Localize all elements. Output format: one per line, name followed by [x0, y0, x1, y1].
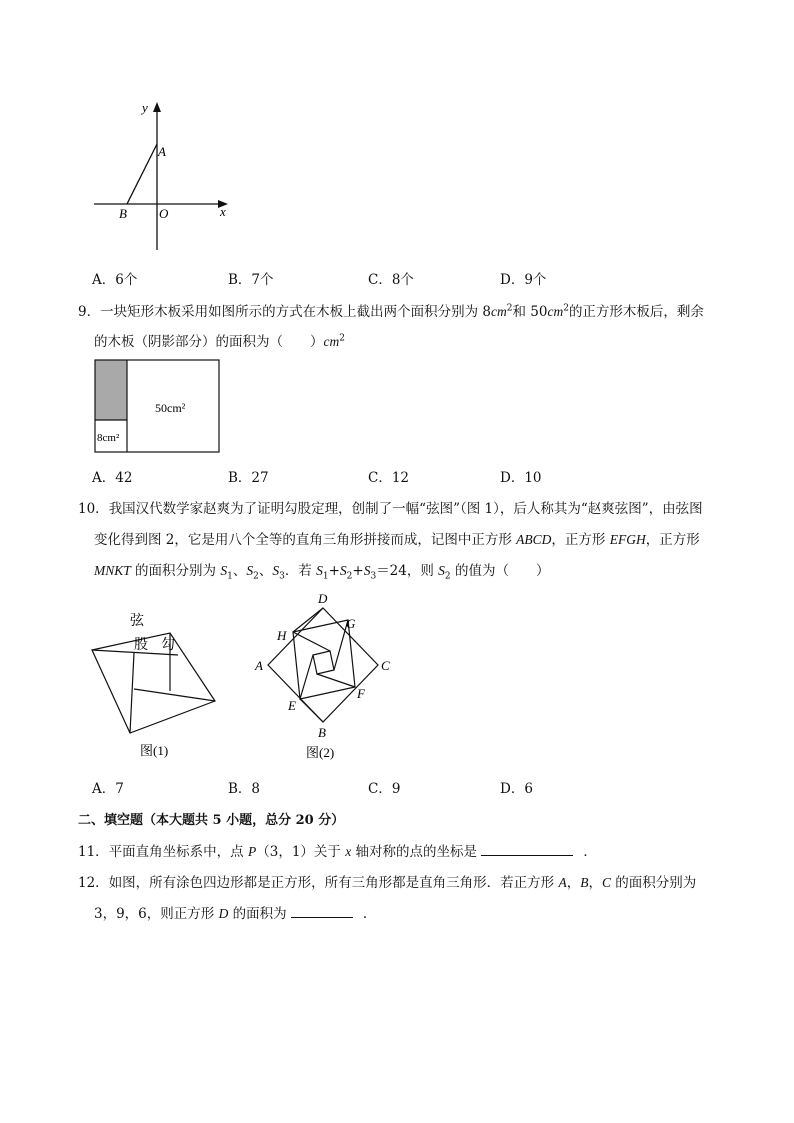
q9-option-d[interactable]: D．10: [500, 470, 542, 486]
q8-option-b[interactable]: B．7个: [228, 272, 274, 288]
q11-text-b: （3，1）关于: [256, 844, 346, 860]
q12-text-d: 的面积为: [228, 906, 291, 922]
caption-fig1: 图(1): [140, 743, 169, 758]
q9-text-b: 和 50: [512, 304, 548, 320]
q9-text-c: 的正方形木板后，剩余: [568, 304, 704, 320]
q10-s2b: S: [339, 563, 347, 578]
q10-text-a: 变化得到图 2，它是用八个全等的直角三角形拼接而成，记图中正方形: [94, 532, 517, 548]
q10-s3b: S: [363, 563, 371, 578]
q10-s3: S: [272, 563, 280, 578]
label-f: F: [357, 686, 365, 701]
q11-end: ．: [583, 844, 597, 860]
q10-plus-2: +: [352, 563, 364, 579]
q10-option-b[interactable]: B．8: [228, 781, 261, 797]
q10-abcd: ABCD: [516, 532, 552, 547]
q10-option-c[interactable]: C．9: [368, 781, 401, 797]
triangle-edge-3: [134, 689, 215, 701]
q12-text-c: 3，9，6，则正方形: [94, 906, 219, 922]
label-gu: 股: [134, 638, 148, 653]
q10-sep-1: 、: [232, 563, 247, 579]
q10-text-i: 的值为（ ）: [450, 563, 550, 579]
q10-stem-line3: [94, 559, 549, 582]
q10-sub1: 1: [227, 571, 233, 582]
q10-mnkt: MNKT: [94, 563, 131, 578]
q10-s2: S: [246, 563, 254, 578]
q12-text-a: 如图，所有涂色四边形都是正方形，所有三角形都是直角三角形．若正方形: [108, 875, 559, 891]
q10-sub3b: 3: [370, 571, 377, 582]
label-gou: 勾: [161, 638, 175, 653]
q11-stem: [78, 840, 597, 860]
y-axis-arrow: [153, 102, 161, 112]
label-xian: 弦: [130, 614, 144, 629]
q12-b: B: [580, 875, 589, 890]
q10-s2c: S: [438, 563, 445, 578]
q9-sup-3: 2: [339, 333, 345, 344]
q9-unit-3: cm: [323, 334, 340, 349]
q9-option-b[interactable]: B．27: [228, 470, 269, 486]
q10-sub1b: 1: [322, 571, 329, 582]
q12-comma-2: ，: [588, 875, 602, 891]
q11-number: 11．: [78, 844, 109, 860]
q10-figure-2: [250, 590, 400, 765]
q10-text-g: ．若: [284, 563, 317, 579]
label-g: G: [346, 616, 356, 631]
q8-option-d[interactable]: D．9个: [500, 272, 547, 288]
q8-option-c[interactable]: C．8个: [368, 272, 414, 288]
label-o: O: [159, 206, 169, 221]
q12-a: A: [558, 875, 567, 890]
q10-option-d[interactable]: D．6: [500, 781, 533, 797]
q12-stem-line1: [78, 871, 696, 891]
q11-x: x: [345, 844, 352, 859]
q12-text-b: 的面积分别为: [611, 875, 697, 891]
edge-e-b: [300, 699, 323, 722]
q9-stem-line1: [78, 300, 704, 320]
q12-end: ．: [362, 906, 377, 922]
q8-option-a[interactable]: A．6个: [92, 272, 138, 288]
q9-option-a[interactable]: A．42: [92, 470, 133, 486]
q12-number: 12．: [78, 875, 109, 891]
q10-text-line1: 我国汉代数学家赵爽为了证明勾股定理，创制了一幅“弦图”（图 1），后人称其为“赵爽弦图”，由弦图: [108, 501, 703, 517]
q10-number: 10．: [78, 501, 109, 517]
q11-text-a: 平面直角坐标系中，点: [108, 844, 248, 860]
q10-text-f: 的面积分别为: [130, 563, 221, 579]
q10-s1b: S: [316, 563, 323, 578]
label-h: H: [277, 628, 287, 643]
segment-ab: [127, 144, 157, 204]
square-mnkt: [313, 651, 334, 674]
label-x: x: [220, 204, 226, 219]
label-e: E: [288, 698, 296, 713]
q9-stem-line2: [94, 330, 345, 350]
q10-stem-line2: [94, 528, 700, 548]
q10-text-e: ，正方形: [645, 532, 700, 548]
q10-figure-1: [90, 605, 220, 765]
q9-unit-2: cm: [547, 304, 564, 319]
q12-answer-blank[interactable]: [291, 905, 353, 918]
q11-point-p: P: [247, 844, 257, 859]
q10-sub2c: 2: [444, 571, 451, 582]
label-c: C: [381, 658, 390, 673]
q11-answer-blank[interactable]: [481, 843, 573, 856]
q12-c: C: [601, 875, 611, 890]
q9-text-a: 一块矩形木板采用如图所示的方式在木板上截出两个面积分别为 8: [100, 304, 491, 320]
q9-text-d: 的木板（阴影部分）的面积为（ ）: [94, 334, 324, 350]
inner-edge-3: [317, 674, 355, 687]
q12-comma-1: ，: [566, 875, 581, 891]
q9-number: 9．: [78, 304, 101, 320]
triangle-edge-4: [130, 653, 134, 733]
section-title: 二、填空题（本大题共 5 小题，总分 20 分）: [78, 813, 345, 828]
q10-sub2: 2: [253, 571, 259, 582]
q10-sub2b: 2: [346, 571, 353, 582]
q10-plus-1: +: [328, 563, 340, 579]
label-d: D: [318, 591, 328, 606]
inner-edge-1: [293, 632, 330, 651]
q9-board-figure: [94, 359, 222, 455]
inner-edge-4: [300, 655, 313, 699]
q10-sep-2: 、: [258, 563, 273, 579]
q10-stem-line1: [78, 497, 703, 517]
shaded-region: [95, 360, 127, 420]
q9-sup-2: 2: [563, 303, 569, 314]
q10-sub3: 3: [279, 571, 285, 582]
label-y: y: [142, 100, 148, 115]
q9-option-c[interactable]: C．12: [368, 470, 410, 486]
q11-text-c: 轴对称的点的坐标是: [351, 844, 482, 860]
caption-fig2: 图(2): [306, 745, 335, 760]
small-square-label: 8cm²: [97, 432, 120, 444]
q10-option-a[interactable]: A．7: [92, 781, 124, 797]
label-a: A: [158, 144, 166, 159]
q12-stem-line2: [94, 902, 376, 922]
q8-coordinate-figure: [92, 98, 232, 253]
outer-square: [92, 633, 215, 733]
q10-text-c: ，正方形: [551, 532, 610, 548]
q10-text-h: ＝24，则: [376, 563, 439, 579]
q12-d: D: [218, 906, 229, 921]
big-square-label: 50cm²: [155, 401, 186, 415]
label-a: A: [255, 658, 263, 673]
label-b: B: [318, 725, 326, 740]
q9-sup-1: 2: [506, 303, 513, 314]
label-b: B: [119, 206, 127, 221]
q10-efgh: EFGH: [609, 532, 646, 547]
q9-unit-1: cm: [490, 304, 507, 319]
q10-s1: S: [220, 563, 228, 578]
